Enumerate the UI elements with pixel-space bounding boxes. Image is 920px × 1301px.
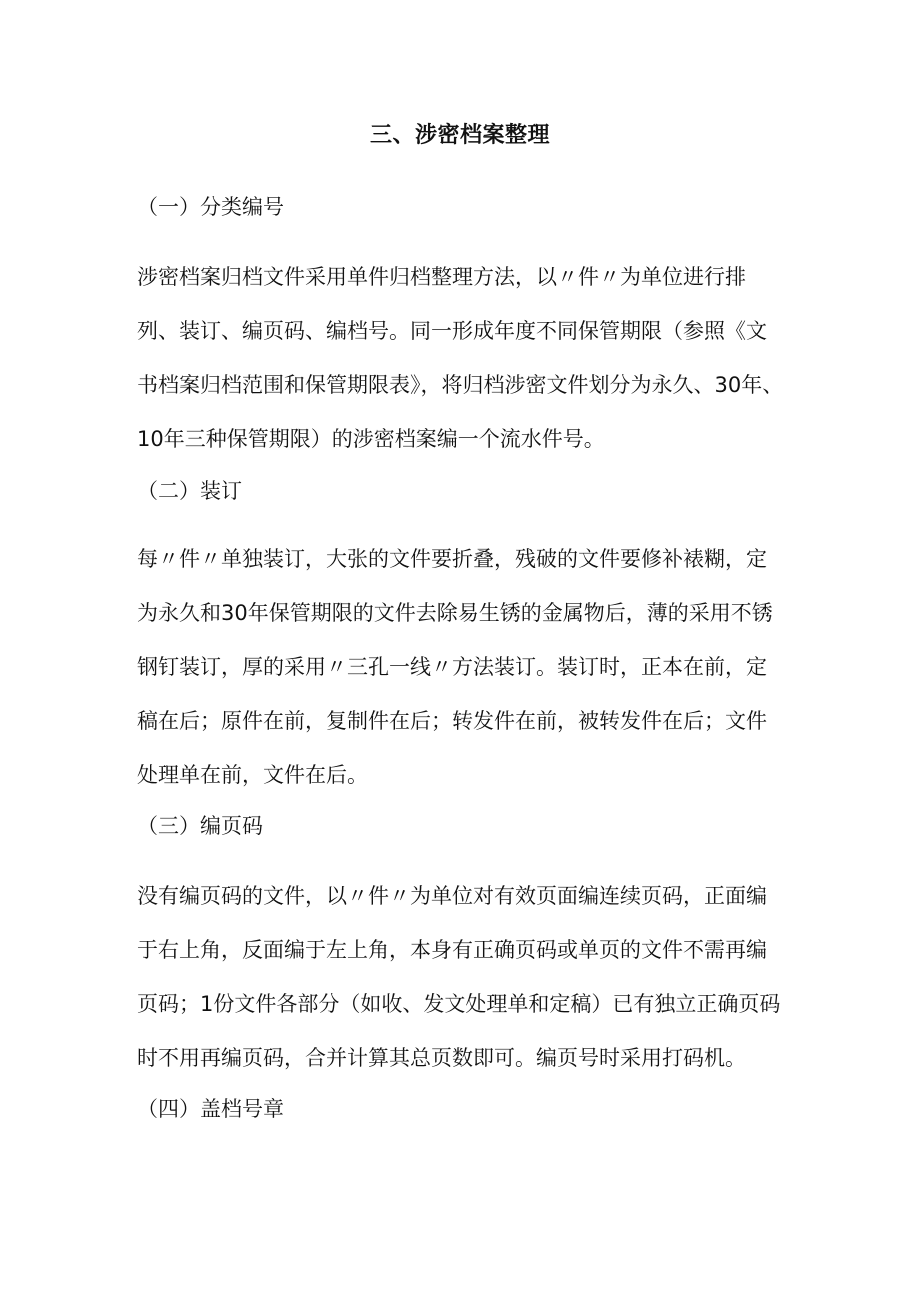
section-body-3: 没有编页码的文件，以〃件〃为单位对有效页面编连续页码，正面编于右上角，反面编于左上角，本身有正确页码或单页的文件不需再编页码；1份文件各部分（如收、发文处理单和定稿）已有独立正确页码时不用再编页码，合并计算其总页数即可。编页号时采用打码机。 — [137, 884, 781, 1070]
section-heading-2: （二）装订 — [137, 479, 242, 503]
section-heading-4: （四）盖档号章 — [137, 1097, 284, 1121]
section-body-2: 每〃件〃单独装订，大张的文件要折叠，残破的文件要修补裱糊，定为永久和30年保管期限的文件去除易生锈的金属物后，薄的采用不锈钢钉装订，厚的采用〃三孔一线〃方法装订。装订时，正本在前，定稿在后；原件在前，复制件在后；转发件在前，被转发件在后；文件处理单在前，文件在后。 — [137, 547, 773, 787]
section-heading-1: （一）分类编号 — [137, 195, 284, 219]
page-title: 三、涉密档案整理 — [369, 123, 550, 148]
section-heading-3: （三）编页码 — [137, 814, 263, 838]
section-body-1: 涉密档案归档文件采用单件归档整理方法，以〃件〃为单位进行排列、装订、编页码、编档号。同一形成年度不同保管期限（参照《文书档案归档范围和保管期限表》，将归档涉密文件划分为永久、30年、10年三种保管期限）的涉密档案编一个流水件号。 — [137, 265, 784, 451]
